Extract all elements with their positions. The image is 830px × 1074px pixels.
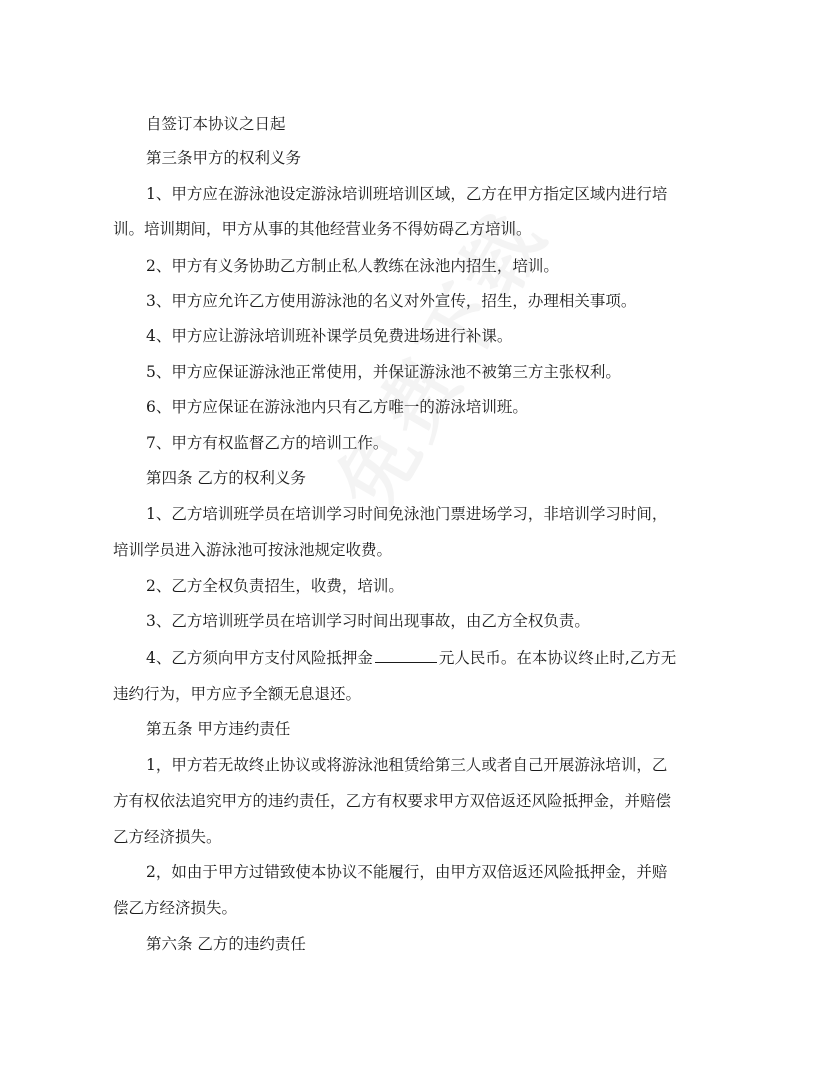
- text-line: 4、甲方应让游泳培训班补课学员免费进场进行补课。: [146, 327, 513, 345]
- text-line: 6、甲方应保证在游泳池内只有乙方唯一的游泳培训班。: [146, 398, 528, 416]
- section-heading-5: 第五条 甲方违约责任: [146, 720, 291, 738]
- section-heading-4: 第四条 乙方的权利义务: [146, 469, 306, 487]
- text-line: 偿乙方经济损失。: [113, 899, 238, 917]
- text-line: 1，甲方若无故终止协议或将游泳池租赁给第三人或者自己开展游泳培训，乙: [146, 756, 668, 774]
- text-line: 1、乙方培训班学员在培训学习时间免泳池门票进场学习，非培训学习时间，: [146, 505, 668, 523]
- text-line: 培训学员进入游泳池可按泳池规定收费。: [113, 541, 393, 559]
- text-line: 违约行为，甲方应予全额无息退还。: [113, 685, 362, 703]
- text-line: 2、乙方全权负责招生，收费，培训。: [146, 577, 404, 595]
- text-line: 7、甲方有权监督乙方的培训工作。: [146, 434, 389, 452]
- text-line: 3、甲方应允许乙方使用游泳池的名义对外宣传，招生，办理相关事项。: [146, 292, 637, 310]
- text-line: 5、甲方应保证游泳池正常使用，并保证游泳池不被第三方主张权利。: [146, 363, 621, 381]
- text-line: 方有权依法追究甲方的违约责任，乙方有权要求甲方双倍返还风险抵押金，并赔偿: [113, 792, 672, 810]
- text-line: 2、甲方有义务协助乙方制止私人教练在泳池内招生，培训。: [146, 257, 559, 275]
- text-line: 自签订本协议之日起: [146, 115, 286, 133]
- deposit-text-after: 元人民币。在本协议终止时,乙方无: [438, 649, 677, 667]
- text-line: 1、甲方应在游泳池设定游泳培训班培训区域，乙方在甲方指定区域内进行培: [146, 185, 668, 203]
- text-line: 3、乙方培训班学员在培训学习时间出现事故，由乙方全权负责。: [146, 612, 590, 630]
- deposit-text-before: 4、乙方须向甲方支付风险抵押金: [146, 649, 373, 667]
- text-line: 乙方经济损失。: [113, 828, 222, 846]
- section-heading-3: 第三条甲方的权利义务: [146, 149, 302, 167]
- section-heading-6: 第六条 乙方的违约责任: [146, 935, 306, 953]
- text-line-deposit: [146, 648, 676, 668]
- deposit-amount-blank: [375, 648, 437, 663]
- text-line: 训。培训期间，甲方从事的其他经营业务不得妨碍乙方培训。: [113, 220, 532, 238]
- text-line: 2，如由于甲方过错致使本协议不能履行，由甲方双倍返还风险抵押金，并赔: [146, 863, 668, 881]
